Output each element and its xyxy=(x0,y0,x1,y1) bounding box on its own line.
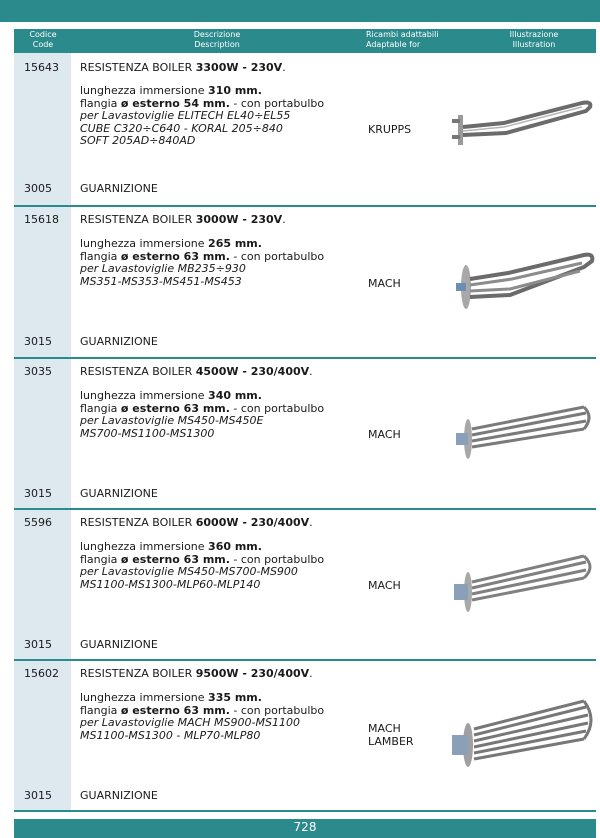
top-band xyxy=(0,0,600,22)
compatible-models: per Lavastoviglie MB235÷930 xyxy=(80,262,246,275)
length-value: 360 mm. xyxy=(208,540,262,553)
compatible-models: per Lavastoviglie MS450-MS450E xyxy=(80,414,264,427)
header-desc-en: Description xyxy=(194,40,240,49)
heating-element-illustration xyxy=(444,389,600,479)
gasket-code: 3015 xyxy=(24,335,52,348)
product-title xyxy=(80,365,313,378)
adaptable-brands xyxy=(368,277,401,290)
length-value: 335 mm. xyxy=(208,691,262,704)
header-adapt-en: Adaptable for xyxy=(366,40,421,49)
gasket-label: GUARNIZIONE xyxy=(80,638,158,651)
product-code: 3035 xyxy=(24,365,52,378)
brand-name: LAMBER xyxy=(368,735,414,748)
title-suffix: . xyxy=(282,61,286,74)
gasket-code: 3015 xyxy=(24,789,52,802)
flange-label: flangia xyxy=(80,96,121,110)
compatible-models: MS1100-MS1300-MLP60-MLP140 xyxy=(80,577,261,591)
heating-element-illustration xyxy=(444,689,600,779)
brand-name: MACH xyxy=(368,722,401,735)
product-specs xyxy=(80,692,324,742)
product-row xyxy=(14,661,596,810)
gasket-label: GUARNIZIONE xyxy=(80,487,158,500)
product-title xyxy=(80,61,286,74)
compatible-models: per Lavastoviglie ELITECH EL40÷EL55 xyxy=(80,109,291,122)
flange-suffix: - con portabulbo xyxy=(229,552,325,566)
flange-value: ø esterno 63 mm. xyxy=(120,401,230,415)
flange-label: flangia xyxy=(80,552,121,566)
flange-label: flangia xyxy=(80,703,121,717)
gasket-code: 3015 xyxy=(24,638,52,651)
product-row xyxy=(14,359,596,508)
flange-suffix: - con portabulbo xyxy=(229,249,325,263)
flange-suffix: - con portabulbo xyxy=(229,401,325,415)
title-power: 6000W - 230/400V xyxy=(195,516,310,529)
brand-name: MACH xyxy=(368,277,401,290)
adaptable-brands xyxy=(368,428,401,441)
brand-name: MACH xyxy=(368,579,401,592)
product-specs xyxy=(80,238,324,288)
title-suffix: . xyxy=(309,365,313,378)
flange-suffix: - con portabulbo xyxy=(229,96,325,110)
product-row xyxy=(14,510,596,659)
title-prefix: RESISTENZA BOILER xyxy=(80,61,196,74)
product-specs xyxy=(80,541,324,591)
compatible-models: MS1100-MS1300 - MLP70-MLP80 xyxy=(80,728,261,742)
product-title xyxy=(80,213,286,226)
length-label: lunghezza immersione xyxy=(80,84,209,97)
compatible-models: CUBE C320÷C640 - KORAL 205÷840 xyxy=(80,121,283,135)
header-desc-it: Descrizione xyxy=(193,30,241,39)
gasket-label: GUARNIZIONE xyxy=(80,182,158,195)
heating-element-illustration xyxy=(444,540,600,630)
header-description xyxy=(122,30,312,50)
brand-name: KRUPPS xyxy=(368,123,412,136)
gasket-code: 3005 xyxy=(24,182,52,195)
compatible-models: per Lavastoviglie MS450-MS700-MS900 xyxy=(80,565,298,578)
title-prefix: RESISTENZA BOILER xyxy=(80,516,196,529)
product-code: 5596 xyxy=(24,516,52,529)
adaptable-brands xyxy=(368,722,414,748)
gasket-label: GUARNIZIONE xyxy=(80,789,158,802)
adaptable-brands xyxy=(368,123,411,136)
product-specs xyxy=(80,85,324,148)
product-code: 15618 xyxy=(24,213,59,226)
product-specs xyxy=(80,390,324,440)
compatible-models: per Lavastoviglie MACH MS900-MS1100 xyxy=(80,716,300,729)
length-label: lunghezza immersione xyxy=(80,691,209,704)
length-label: lunghezza immersione xyxy=(80,237,209,250)
product-row xyxy=(14,53,596,205)
title-power: 3000W - 230V xyxy=(195,213,283,226)
heating-element-illustration xyxy=(444,237,600,327)
page-number: 728 xyxy=(293,820,317,834)
header-ill-it: Illustrazione xyxy=(509,30,559,39)
title-prefix: RESISTENZA BOILER xyxy=(80,213,196,226)
header-code xyxy=(14,30,72,50)
title-suffix: . xyxy=(309,667,313,680)
length-value: 265 mm. xyxy=(208,237,262,250)
flange-label: flangia xyxy=(80,249,121,263)
header-adaptable xyxy=(366,30,456,50)
flange-value: ø esterno 63 mm. xyxy=(120,249,230,263)
flange-suffix: - con portabulbo xyxy=(229,703,325,717)
length-value: 340 mm. xyxy=(208,389,262,402)
flange-label: flangia xyxy=(80,401,121,415)
flange-value: ø esterno 54 mm. xyxy=(120,96,230,110)
title-prefix: RESISTENZA BOILER xyxy=(80,667,196,680)
table-header xyxy=(14,29,596,53)
flange-value: ø esterno 63 mm. xyxy=(120,552,230,566)
adaptable-brands xyxy=(368,579,401,592)
compatible-models: SOFT 205AD÷840AD xyxy=(80,134,196,147)
gasket-code: 3015 xyxy=(24,487,52,500)
length-label: lunghezza immersione xyxy=(80,540,209,553)
title-prefix: RESISTENZA BOILER xyxy=(80,365,196,378)
brand-name: MACH xyxy=(368,428,401,441)
header-code-en: Code xyxy=(32,40,54,49)
header-illustration xyxy=(474,30,594,50)
product-row xyxy=(14,207,596,357)
header-adapt-it: Ricambi adattabili xyxy=(366,30,439,39)
header-code-it: Codice xyxy=(29,30,57,39)
gasket-label: GUARNIZIONE xyxy=(80,335,158,348)
compatible-models: MS351-MS353-MS451-MS453 xyxy=(80,274,242,288)
title-power: 4500W - 230/400V xyxy=(195,365,310,378)
length-value: 310 mm. xyxy=(208,84,262,97)
page-footer xyxy=(14,819,596,838)
title-suffix: . xyxy=(282,213,286,226)
product-code: 15602 xyxy=(24,667,59,680)
flange-value: ø esterno 63 mm. xyxy=(120,703,230,717)
title-power: 3300W - 230V xyxy=(195,61,283,74)
product-title xyxy=(80,667,313,680)
heating-element-illustration xyxy=(444,83,600,173)
compatible-models: MS700-MS1100-MS1300 xyxy=(80,426,215,440)
title-suffix: . xyxy=(309,516,313,529)
product-code: 15643 xyxy=(24,61,59,74)
header-ill-en: Illustration xyxy=(512,40,556,49)
row-separator xyxy=(14,810,596,812)
title-power: 9500W - 230/400V xyxy=(195,667,310,680)
length-label: lunghezza immersione xyxy=(80,389,209,402)
product-title xyxy=(80,516,313,529)
